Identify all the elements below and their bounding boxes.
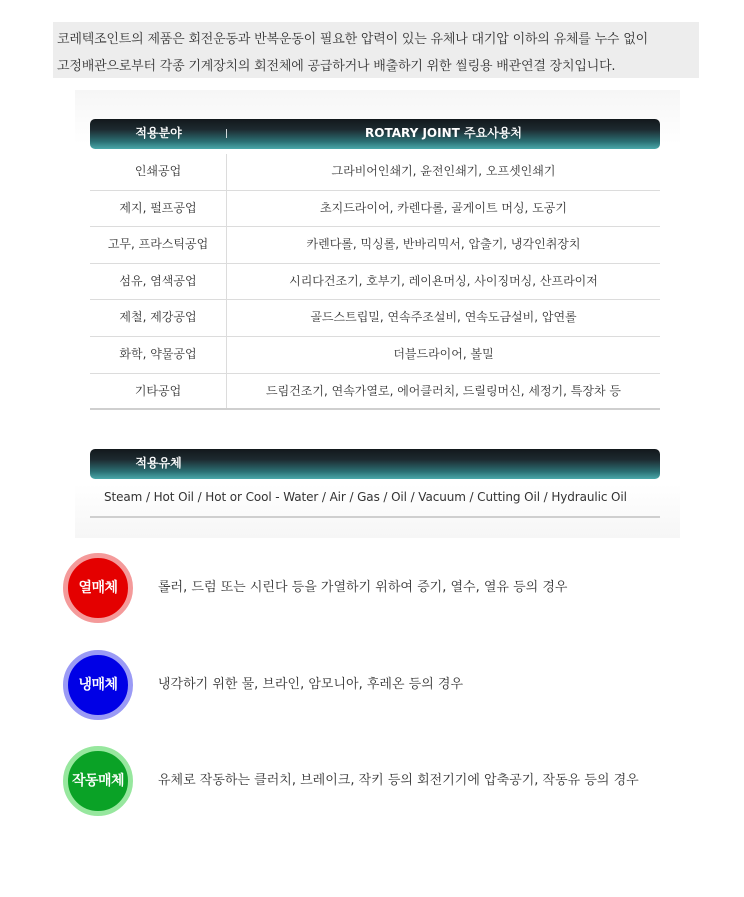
table-row xyxy=(90,227,660,264)
medium-working xyxy=(63,746,683,816)
medium-cooling xyxy=(63,650,683,720)
field-cell: 제철, 제강공업 xyxy=(90,300,227,336)
field-cell: 인쇄공업 xyxy=(90,154,227,190)
heating-medium-badge: 열매체 xyxy=(63,553,133,623)
field-cell: 섬유, 염색공업 xyxy=(90,264,227,300)
fluids-header: 적용유체 xyxy=(135,456,182,470)
table-row xyxy=(90,374,660,411)
use-cell: 드림건조기, 연속가열로, 에어클러치, 드릴링머신, 세정기, 특장차 등 xyxy=(266,383,621,398)
intro-text-box xyxy=(53,22,699,78)
table-row xyxy=(90,300,660,337)
applications-table xyxy=(90,154,660,410)
header-use: ROTARY JOINT 주요사용처 xyxy=(365,126,522,140)
applications-header-bar xyxy=(90,119,660,149)
table-row xyxy=(90,191,660,228)
use-cell: 초지드라이어, 카렌다롤, 골게이트 머싱, 도공기 xyxy=(320,200,567,215)
field-cell: 기타공업 xyxy=(90,374,227,409)
heating-medium-description: 롤러, 드럼 또는 시린다 등을 가열하기 위하여 증기, 열수, 열유 등의 경우 xyxy=(158,580,568,595)
field-cell: 화학, 약물공업 xyxy=(90,337,227,373)
working-medium-description: 유체로 작동하는 클러치, 브레이크, 작키 등의 회전기기에 압축공기, 작동유 등의 경우 xyxy=(158,773,639,788)
fluids-header-bar xyxy=(90,449,660,479)
intro-line-2: 고정배관으로부터 각종 기계장치의 회전체에 공급하거나 배출하기 위한 씰링용 배관연결 장치입니다. xyxy=(57,59,616,74)
use-cell: 더블드라이어, 볼밀 xyxy=(393,346,494,361)
field-cell: 고무, 프라스틱공업 xyxy=(90,227,227,263)
cooling-medium-description: 냉각하기 위한 물, 브라인, 암모니아, 후레온 등의 경우 xyxy=(158,677,464,692)
field-cell: 제지, 펄프공업 xyxy=(90,191,227,227)
use-cell: 시리다건조기, 호부기, 레이욘머싱, 사이징머싱, 산프라이저 xyxy=(289,273,598,288)
cooling-medium-badge: 냉매체 xyxy=(63,650,133,720)
use-cell: 카렌다롤, 믹싱롤, 반바리믹서, 압출기, 냉각인취장치 xyxy=(306,237,581,252)
fluids-list: Steam / Hot Oil / Hot or Cool - Water / Air / Gas / Oil / Vacuum / Cutting Oil / Hydraulic Oil xyxy=(90,481,660,518)
table-row xyxy=(90,264,660,301)
medium-heating xyxy=(63,553,683,623)
intro-line-1: 코레텍조인트의 제품은 회전운동과 반복운동이 필요한 압력이 있는 유체나 대기압 이하의 유체를 누수 없이 xyxy=(57,32,648,47)
use-cell: 골드스트립밀, 연속주조설비, 연속도금설비, 압연롤 xyxy=(310,310,577,325)
use-cell: 그라비어인쇄기, 윤전인쇄기, 오프셋인쇄기 xyxy=(331,164,556,178)
table-row xyxy=(90,154,660,191)
header-field: 적용분야 xyxy=(135,126,182,140)
table-row xyxy=(90,337,660,374)
working-medium-badge: 작동매체 xyxy=(63,746,133,816)
